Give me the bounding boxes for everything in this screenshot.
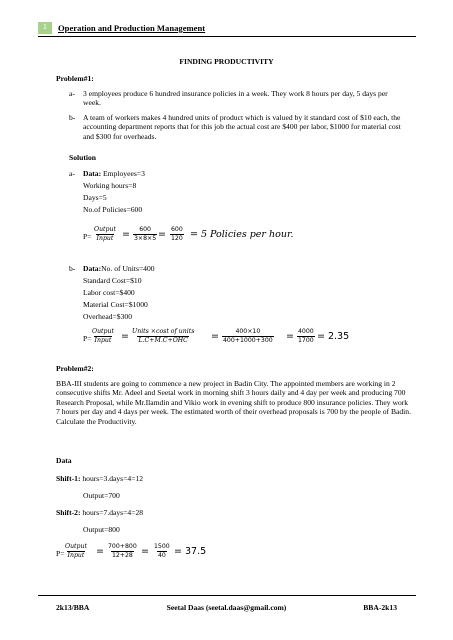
problem2-data-heading: Data — [56, 456, 72, 465]
fraction-denominator: 400+1000+300 — [223, 337, 273, 344]
solution-b-p-label: P= — [83, 334, 92, 343]
shift1-label: Shift-1: — [56, 474, 81, 483]
solution-a-policies: No.of Policies=600 — [83, 205, 143, 214]
problem2-text: BBA-III students are going to commence a new project in Badin City. The appointed members are working in 2 consecutive shifts Mr. Adeel and Seetal work in morning shift 3 hours daily and 4 day per week and producing 700 Research Proposal, while Mr.Ilamdin and Vikio work in evening shift to produce 800 insurance policies. They work 7 hours per day and 4 days per week. The estimated worth of their overhead proposals is 700 by the people of Badin. Calculate the Productivity. — [56, 379, 411, 426]
solution-b-fraction-simplified — [297, 328, 315, 345]
shift1-output: Output=700 — [83, 491, 120, 500]
fraction-denominator: Input — [94, 337, 112, 344]
footer-divider — [38, 595, 416, 596]
equals-sign: = — [96, 546, 104, 557]
fraction-numerator: 1500 — [154, 543, 170, 550]
shift2-line — [56, 508, 143, 517]
fraction-numerator: 400×10 — [235, 328, 261, 335]
document-title: FINDING PRODUCTIVITY — [179, 57, 274, 66]
fraction-numerator: 700+800 — [108, 543, 137, 550]
fraction-denominator: Input — [96, 235, 114, 242]
solution-a-days: Days=5 — [83, 193, 107, 202]
header-divider — [38, 36, 416, 37]
problem2-fraction-values — [107, 543, 138, 560]
fraction-denominator: 120 — [171, 235, 183, 242]
solution-a-data-line — [83, 169, 145, 178]
solution-b-label: b- — [69, 264, 76, 273]
solution-a-employees: Employees=3 — [101, 169, 145, 178]
solution-a-fraction-values — [133, 226, 157, 243]
solution-b-labor-cost: Labor cost=$400 — [83, 288, 135, 297]
problem2-fraction-simplified — [153, 543, 171, 560]
shift1-value: hours=3.days=4=12 — [80, 474, 144, 483]
fraction-numerator: 4000 — [298, 328, 314, 335]
solution-b-fraction-formula — [131, 328, 195, 345]
problem2-result: = 37.5 — [174, 546, 207, 557]
shift2-value: hours=7.days=4=28 — [80, 508, 144, 517]
fraction-denominator: 40 — [157, 552, 166, 559]
equals-sign: = — [286, 331, 294, 342]
solution-b-overhead: Overhead=$300 — [83, 312, 132, 321]
fraction-numerator: Output — [65, 543, 87, 550]
fraction-denominator: 12+28 — [111, 552, 133, 559]
shift1-line — [56, 474, 143, 483]
solution-heading: Solution — [69, 153, 97, 162]
fraction-numerator: 600 — [139, 226, 151, 233]
solution-a-result: = 5 Policies per hour. — [190, 229, 294, 240]
solution-b-fraction-values — [222, 328, 274, 345]
fraction-denominator: 1700 — [298, 337, 314, 344]
fraction-numerator: Units ×cost of units — [132, 328, 195, 335]
equals-sign: = — [121, 331, 129, 342]
problem1-b-text: A team of workers makes 4 hundred units of product which is valued by it standard cost of $10 each, the accounting department reports that for this job the actual cost are $400 per labor, $1000 for material cost and $300 for overheads. — [83, 113, 401, 141]
solution-b-units: No. of Units=400 — [101, 264, 155, 273]
equals-sign: = — [158, 229, 166, 240]
solution-a-hours: Working hours=8 — [83, 181, 137, 190]
problem1-b-label: b- — [69, 113, 76, 122]
solution-a-fraction-simplified — [170, 226, 184, 243]
shift2-output: Output=800 — [83, 525, 120, 534]
equals-sign: = — [141, 546, 149, 557]
fraction-numerator: Output — [94, 226, 116, 233]
problem1-heading: Problem#1: — [56, 74, 94, 83]
solution-a-fraction-output-input — [93, 226, 117, 243]
footer-left: 2k13/BBA — [56, 603, 90, 612]
fraction-denominator: Input — [67, 552, 85, 559]
problem2-fraction-output-input — [64, 543, 88, 560]
footer-center: Seetal Daas (seetal.daas@gmail.com) — [166, 603, 287, 612]
solution-b-data-line — [83, 264, 155, 273]
solution-a-p-label: P= — [83, 232, 92, 241]
solution-b-material-cost: Material Cost=$1000 — [83, 300, 148, 309]
problem2-p-label: P= — [56, 549, 65, 558]
problem1-a-text: 3 employees produce 6 hundred insurance policies in a week. They work 8 hours per day, 5 days per week. — [83, 89, 388, 108]
solution-b-data-label: Data: — [83, 264, 102, 273]
fraction-denominator: 3×8×5 — [134, 235, 157, 242]
footer-right: BBA-2k13 — [363, 603, 397, 612]
fraction-denominator: L.C+M.C+OHC — [138, 337, 188, 344]
fraction-numerator: Output — [92, 328, 114, 335]
solution-a-data-label: Data: — [83, 169, 102, 178]
header-title: Operation and Production Management — [58, 23, 206, 33]
equals-sign: = — [122, 229, 130, 240]
fraction-numerator: 600 — [171, 226, 183, 233]
shift2-label: Shift-2: — [56, 508, 81, 517]
solution-b-result: = 2.35 — [317, 331, 350, 342]
solution-a-label: a- — [69, 169, 75, 178]
page-number-badge: 1 — [38, 22, 52, 34]
problem1-a-label: a- — [69, 89, 75, 98]
equals-sign: = — [211, 331, 219, 342]
solution-b-fraction-output-input — [91, 328, 115, 345]
problem2-heading: Problem#2: — [56, 364, 94, 373]
solution-b-standard-cost: Standard Cost=$10 — [83, 276, 142, 285]
